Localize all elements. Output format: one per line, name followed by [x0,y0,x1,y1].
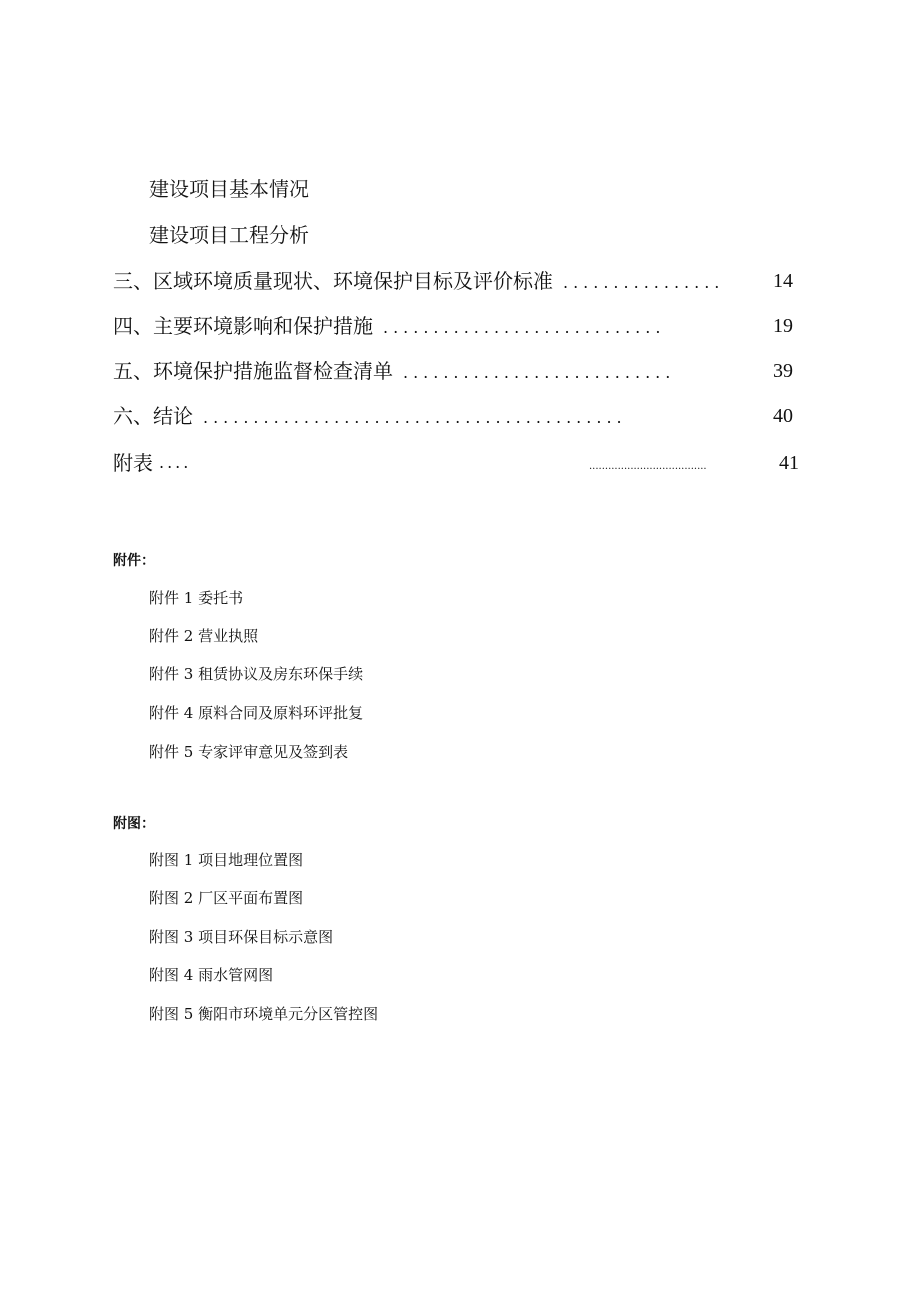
figure-item[interactable]: 附图 4 雨水管网图 [149,966,274,984]
toc-leader-dots: .......................................... [203,408,627,427]
toc-leader-dots: ............................ [383,318,666,337]
figure-item[interactable]: 附图 5 衡阳市环境单元分区管控图 [149,1005,379,1023]
toc-page-number: 40 [773,405,793,427]
toc-item-engineering-analysis[interactable]: 建设项目工程分析 [149,223,309,247]
toc-leader-dots: ................ [563,273,725,292]
attachment-item[interactable]: 附件 1 委托书 [149,589,244,607]
figure-item[interactable]: 附图 3 项目环保目标示意图 [149,928,334,946]
toc-item-title: 五、环境保护措施监督检查清单 [113,359,393,383]
toc-item-title: 四、主要环境影响和保护措施 [113,314,373,338]
toc-item-title: 六、结论 [113,404,193,428]
toc-page-number: 19 [773,315,793,337]
attachment-item[interactable]: 附件 4 原料合同及原料环评批复 [149,704,364,722]
toc-right-group [589,450,799,476]
toc-page-number: 39 [773,360,793,382]
toc-item-conclusion[interactable] [113,403,793,429]
attachment-item[interactable]: 附件 2 营业执照 [149,627,259,645]
toc-page-number: 41 [779,452,799,474]
figure-item[interactable]: 附图 2 厂区平面布置图 [149,889,304,907]
figures-heading: 附图： [113,816,155,832]
attachments-heading: 附件： [113,553,155,569]
toc-leader-dots: ........................... [403,363,676,382]
toc-item-environment-status[interactable] [113,268,793,294]
toc-item-appendix-tables[interactable] [113,450,799,476]
attachment-item[interactable]: 附件 5 专家评审意见及签到表 [149,743,349,761]
figure-item[interactable]: 附图 1 项目地理位置图 [149,851,304,869]
toc-item-basic-info[interactable]: 建设项目基本情况 [149,177,309,201]
toc-leader-dots: ..................................... [589,461,707,472]
toc-leader-dots: .... [159,453,192,472]
toc-item-impact-measures[interactable] [113,313,793,339]
attachment-item[interactable]: 附件 3 租赁协议及房东环保手续 [149,665,364,683]
toc-item-title: 三、区域环境质量现状、环境保护目标及评价标准 [113,269,553,293]
toc-item-title: 附表 [113,451,153,475]
toc-item-supervision-checklist[interactable] [113,358,793,384]
toc-page-number: 14 [773,270,793,292]
